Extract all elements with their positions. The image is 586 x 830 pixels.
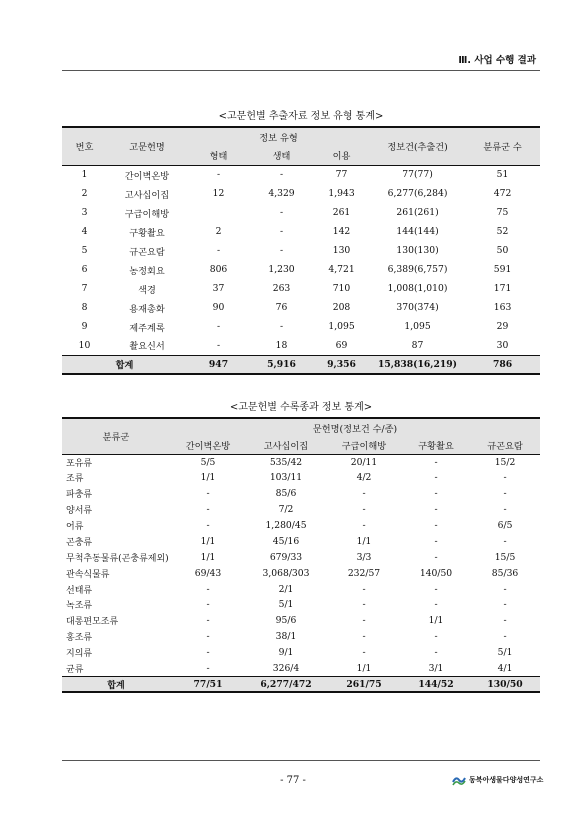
col-no: 번호 bbox=[62, 127, 107, 165]
table-cell: 15/5 bbox=[494, 551, 516, 563]
total-cell: 144/52 bbox=[418, 678, 454, 690]
table-row bbox=[62, 470, 540, 486]
table-cell: - bbox=[362, 615, 366, 627]
col-info-type: 정보 유형 bbox=[187, 127, 370, 146]
table-cell: 15/2 bbox=[494, 456, 516, 468]
table-cell: 색경 bbox=[138, 284, 156, 296]
table-cell: 1 bbox=[81, 169, 88, 181]
table-cell: - bbox=[503, 504, 507, 516]
table-cell: 관속식물류 bbox=[66, 569, 110, 580]
total-cell: 15,838(16,219) bbox=[378, 358, 458, 370]
table-cell: 2 bbox=[215, 226, 222, 237]
table-cell: 679/33 bbox=[269, 551, 303, 563]
table-cell: 녹조류 bbox=[66, 601, 93, 612]
table-cell: 8 bbox=[81, 302, 88, 313]
table-cell: - bbox=[434, 647, 438, 659]
table-cell: - bbox=[362, 488, 366, 500]
table-cell: 1/1 bbox=[428, 615, 444, 627]
col-book-4: 구황촬요 bbox=[402, 436, 470, 454]
table-cell: 1/1 bbox=[200, 472, 216, 484]
table-cell: - bbox=[206, 599, 210, 611]
table-row bbox=[62, 279, 540, 298]
table-cell: 37 bbox=[212, 283, 225, 294]
col-book-1: 간이벽온방 bbox=[170, 436, 246, 454]
table-cell: 38/1 bbox=[275, 631, 297, 643]
col-ecology: 생태 bbox=[250, 146, 313, 165]
table-cell: 85/36 bbox=[491, 567, 519, 579]
table-cell: 용재총화 bbox=[129, 303, 165, 315]
table-cell: - bbox=[434, 520, 438, 531]
table-cell: 3,068/303 bbox=[262, 567, 310, 579]
total-cell: 786 bbox=[492, 358, 513, 370]
table-cell: - bbox=[362, 647, 366, 659]
table-cell: 선태류 bbox=[66, 585, 93, 596]
table-cell: 1,095 bbox=[328, 321, 355, 332]
table-cell: 232/57 bbox=[347, 567, 381, 579]
table-cell: 3/1 bbox=[428, 662, 444, 674]
col-form: 형태 bbox=[187, 146, 250, 165]
col-records: 정보건(추출건) bbox=[370, 127, 465, 165]
table-cell: 제주계록 bbox=[129, 322, 165, 334]
table-cell: - bbox=[434, 583, 438, 595]
table-cell: - bbox=[362, 504, 366, 516]
table-cell: 76 bbox=[275, 302, 288, 313]
table-row bbox=[62, 581, 540, 597]
table-cell: 18 bbox=[275, 339, 288, 351]
table-cell: 대롱편모조류 bbox=[66, 617, 119, 628]
table-row bbox=[62, 645, 540, 661]
table-cell: 12 bbox=[212, 188, 225, 199]
table-cell: 1/1 bbox=[356, 662, 372, 674]
table-cell: - bbox=[206, 583, 210, 595]
total-row bbox=[62, 676, 540, 692]
col-use: 이용 bbox=[313, 146, 370, 165]
col-literature-group: 문헌명(정보건 수/종) bbox=[170, 418, 540, 436]
table-cell: 포유류 bbox=[66, 458, 93, 469]
table-row bbox=[62, 565, 540, 581]
table-cell: - bbox=[503, 631, 507, 643]
table-cell: 7/2 bbox=[278, 504, 294, 516]
table-row bbox=[62, 549, 540, 565]
org-name: 동북아생물다양성연구소 bbox=[469, 776, 544, 784]
table-row bbox=[62, 203, 540, 222]
table-cell: 472 bbox=[493, 188, 512, 199]
table-cell: 130(130) bbox=[396, 245, 439, 256]
org-logo bbox=[452, 774, 543, 786]
table-cell: 무척추동물류(곤충류제외) bbox=[66, 553, 169, 564]
table-cell: 69/43 bbox=[194, 567, 222, 579]
table-cell: - bbox=[362, 583, 366, 595]
table-cell: 10 bbox=[78, 339, 91, 351]
table-cell: 7 bbox=[81, 283, 88, 294]
table-cell: 조류 bbox=[66, 474, 84, 485]
table-cell: 구황촬요 bbox=[129, 227, 165, 239]
table-cell: 370(374) bbox=[396, 302, 439, 313]
table-cell: 6 bbox=[81, 264, 88, 275]
table-cell: 5 bbox=[81, 245, 88, 256]
table2-caption: <고문헌별 수록종과 정보 통계> bbox=[229, 402, 373, 413]
table-row bbox=[62, 661, 540, 677]
table-cell: 4 bbox=[81, 226, 88, 237]
table-row bbox=[62, 184, 540, 203]
table-cell: 535/42 bbox=[269, 456, 303, 468]
table-cell: 51 bbox=[496, 169, 509, 181]
table-cell: 4/2 bbox=[356, 472, 372, 484]
table-cell bbox=[187, 203, 250, 222]
table-row bbox=[62, 260, 540, 279]
table-cell: 파충류 bbox=[66, 490, 93, 501]
table-row bbox=[62, 222, 540, 241]
table-cell: 5/5 bbox=[200, 456, 216, 468]
table-cell: - bbox=[279, 226, 284, 237]
table-cell: 6,277(6,284) bbox=[387, 188, 448, 199]
table-cell: - bbox=[279, 169, 284, 181]
table-cell: - bbox=[206, 615, 210, 627]
table-cell: - bbox=[503, 599, 507, 611]
table-cell: 90 bbox=[212, 302, 225, 313]
table-cell: 규곤요람 bbox=[129, 246, 165, 258]
table-cell: - bbox=[216, 339, 221, 351]
table-cell: 710 bbox=[332, 283, 351, 294]
table-row bbox=[62, 241, 540, 260]
table-cell: 171 bbox=[493, 283, 512, 294]
table-cell: 6,389(6,757) bbox=[387, 264, 448, 275]
table-row bbox=[62, 613, 540, 629]
table-cell: 5/1 bbox=[497, 647, 513, 659]
table1-caption: <고문헌별 추출자료 정보 유형 통계> bbox=[218, 111, 384, 122]
table-row bbox=[62, 518, 540, 534]
table-cell: 261 bbox=[332, 207, 351, 218]
table-cell: 208 bbox=[332, 302, 351, 313]
wave-logo-icon bbox=[452, 774, 466, 786]
table-row bbox=[62, 298, 540, 317]
total-row bbox=[62, 355, 540, 374]
table-cell: - bbox=[206, 662, 210, 674]
table-cell: 2/1 bbox=[278, 583, 294, 595]
table-cell: 1/1 bbox=[200, 551, 216, 563]
table-cell: - bbox=[434, 599, 438, 611]
page-number: - 77 - bbox=[280, 775, 306, 786]
table-cell: 50 bbox=[496, 245, 509, 256]
table-cell: 1/1 bbox=[356, 535, 372, 547]
table-cell: - bbox=[206, 631, 210, 643]
table-cell: 87 bbox=[411, 339, 424, 351]
table-cell: 균류 bbox=[66, 664, 84, 675]
table-cell: - bbox=[434, 456, 438, 468]
table-cell: - bbox=[434, 535, 438, 547]
table-cell: 52 bbox=[496, 226, 509, 237]
footer-rule bbox=[62, 760, 540, 761]
table-row bbox=[62, 629, 540, 645]
table-cell: - bbox=[206, 520, 210, 531]
table-cell: 4/1 bbox=[497, 662, 513, 674]
table-cell: 591 bbox=[493, 264, 512, 275]
table-cell: - bbox=[434, 551, 438, 563]
header-rule bbox=[62, 70, 540, 71]
table-cell: - bbox=[279, 245, 284, 256]
table-cell: 2 bbox=[81, 188, 88, 199]
table-row bbox=[62, 317, 540, 336]
table-cell: 69 bbox=[335, 339, 348, 351]
table-cell: 1,230 bbox=[268, 264, 295, 275]
table-cell: 구급이해방 bbox=[124, 208, 170, 220]
table-cell: 홍조류 bbox=[66, 633, 93, 644]
table-cell: 77(77) bbox=[402, 169, 433, 181]
table-cell: 130 bbox=[332, 245, 351, 256]
table-cell: 9/1 bbox=[278, 647, 294, 659]
table-cell: - bbox=[503, 583, 507, 595]
table-cell: 1,095 bbox=[404, 321, 431, 332]
table-cell: - bbox=[279, 321, 284, 332]
table-cell: 4,329 bbox=[268, 188, 295, 199]
table-cell: 지의류 bbox=[66, 649, 93, 660]
table-row bbox=[62, 533, 540, 549]
table-cell: - bbox=[434, 488, 438, 500]
table-cell: 806 bbox=[209, 264, 228, 275]
table-cell: - bbox=[206, 488, 210, 500]
table-cell: - bbox=[279, 207, 284, 218]
table-cell: 1,943 bbox=[328, 188, 355, 199]
extraction-stats-table bbox=[62, 126, 540, 375]
table-cell: 103/11 bbox=[269, 472, 303, 484]
table-cell: 1,280/45 bbox=[265, 520, 307, 531]
total-cell: 합계 bbox=[107, 680, 125, 691]
table-cell: 양서류 bbox=[66, 506, 93, 517]
table-row bbox=[62, 454, 540, 470]
table-cell: - bbox=[503, 472, 507, 484]
total-cell: 6,277/472 bbox=[260, 678, 312, 690]
table-cell: 5/1 bbox=[278, 599, 294, 611]
table-cell: 142 bbox=[332, 226, 351, 237]
table-cell: 9 bbox=[81, 321, 88, 332]
table-cell: 326/4 bbox=[272, 662, 300, 674]
table-cell: 77 bbox=[335, 169, 348, 181]
table-row bbox=[62, 502, 540, 518]
table-cell: 75 bbox=[496, 207, 509, 218]
table-cell: - bbox=[434, 631, 438, 643]
table-cell: 144(144) bbox=[396, 226, 439, 237]
table-cell: - bbox=[216, 245, 221, 256]
table-cell: - bbox=[503, 615, 507, 627]
table-cell: 3/3 bbox=[356, 551, 372, 563]
table-cell: 고사십이집 bbox=[124, 189, 170, 201]
total-cell: 5,916 bbox=[267, 358, 296, 370]
table-row bbox=[62, 336, 540, 355]
table-cell: - bbox=[362, 520, 366, 531]
table-cell: 140/50 bbox=[419, 567, 453, 579]
table-cell: 263 bbox=[272, 283, 291, 294]
table-cell: - bbox=[434, 504, 438, 516]
col-book-2: 고사십이집 bbox=[246, 436, 326, 454]
table-cell: - bbox=[206, 504, 210, 516]
table-cell: - bbox=[434, 472, 438, 484]
table-cell: 1,008(1,010) bbox=[387, 283, 448, 294]
table-cell: 1/1 bbox=[200, 535, 216, 547]
table-cell: - bbox=[206, 647, 210, 659]
table-cell: 30 bbox=[496, 339, 509, 351]
table-row bbox=[62, 597, 540, 613]
table-cell: - bbox=[503, 488, 507, 500]
total-cell: 합계 bbox=[115, 360, 134, 372]
species-stats-table bbox=[62, 417, 540, 693]
col-book-3: 구급이해방 bbox=[326, 436, 402, 454]
table-cell: 농정회요 bbox=[129, 265, 165, 277]
total-cell: 261/75 bbox=[346, 678, 382, 690]
table-row bbox=[62, 165, 540, 184]
table-cell: 3 bbox=[81, 207, 88, 218]
table-cell: - bbox=[216, 169, 221, 181]
table-cell: 곤충류 bbox=[66, 537, 93, 548]
table-cell: 95/6 bbox=[275, 615, 297, 627]
table-cell: 20/11 bbox=[350, 456, 378, 468]
table-cell: 6/5 bbox=[497, 520, 513, 531]
col-taxon: 분류군 bbox=[62, 418, 170, 454]
table-cell: 29 bbox=[496, 321, 509, 332]
table-cell: - bbox=[362, 599, 366, 611]
table-cell: 촬요신서 bbox=[129, 341, 165, 353]
section-header: Ⅲ. 사업 수행 결과 bbox=[458, 55, 536, 66]
total-cell: 77/51 bbox=[193, 678, 223, 690]
table-cell: - bbox=[503, 535, 507, 547]
table-cell: 간이벽온방 bbox=[124, 170, 170, 182]
table-row bbox=[62, 486, 540, 502]
table-cell: 163 bbox=[493, 302, 512, 313]
table-cell: - bbox=[362, 631, 366, 643]
total-cell: 947 bbox=[208, 358, 229, 370]
col-taxa: 분류군 수 bbox=[465, 127, 540, 165]
col-name: 고문헌명 bbox=[107, 127, 187, 165]
table-cell: 4,721 bbox=[328, 264, 355, 275]
table-cell: 45/16 bbox=[272, 535, 300, 547]
table-cell: 261(261) bbox=[396, 207, 439, 218]
col-book-5: 규곤요람 bbox=[470, 436, 540, 454]
total-cell: 130/50 bbox=[487, 678, 523, 690]
total-cell: 9,356 bbox=[327, 358, 356, 370]
table-cell: - bbox=[216, 321, 221, 332]
table-cell: 85/6 bbox=[275, 488, 297, 500]
table-cell: 어류 bbox=[66, 522, 84, 532]
